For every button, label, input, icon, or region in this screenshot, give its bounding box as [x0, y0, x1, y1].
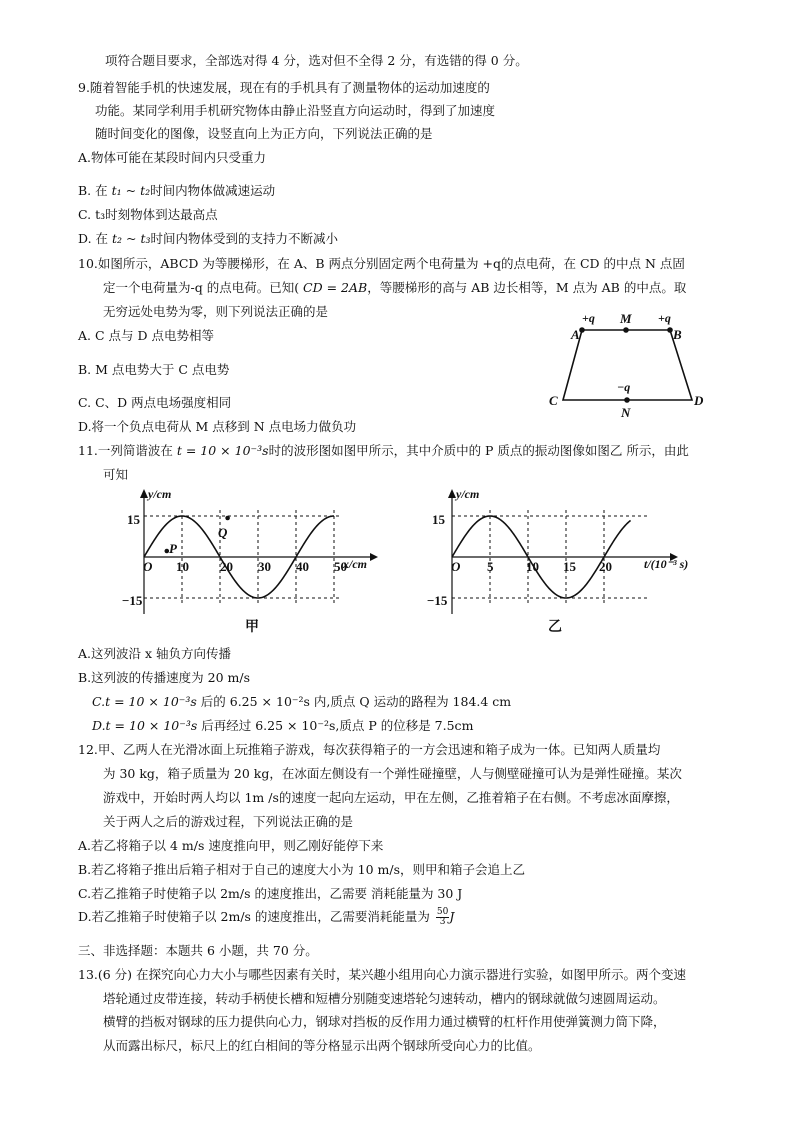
- q12-stem-line3: 游戏中，开始时两人均以 1m /s的速度一起向左运动，甲在左侧，乙推着箱子在右侧。不考虑冰面摩擦，: [103, 790, 679, 805]
- y-tick-minus-15: −15: [427, 593, 448, 608]
- q11-option-c: C.t = 10 × 10⁻³s 后的 6.25 × 10⁻²s 内,质点 Q 运动的路程为 184.4 cm: [92, 694, 512, 709]
- q12-option-d: D.若乙推箱子时使箱子以 2m/s 的速度推出，乙需要消耗能量为 $\frac{50}{3}$ J: [78, 907, 455, 927]
- q12-option-a: A.若乙将箱子以 4 m/s 速度推向甲，则乙刚好能停下来: [78, 838, 384, 853]
- label-m: M: [620, 311, 632, 326]
- q10-stem-line3: 无穷远处电势为零，则下列说法正确的是: [103, 304, 329, 319]
- label-d: D: [694, 393, 704, 408]
- y-tick-minus-15: −15: [122, 593, 143, 608]
- charge-n: [624, 397, 630, 403]
- x-tick-30: 30: [258, 559, 271, 574]
- point-m: [623, 327, 629, 333]
- label-a: A: [571, 327, 580, 342]
- graph-yi-caption: 乙: [548, 620, 562, 635]
- q9-stem-line1: 9.随着智能手机的快速发展，现在有的手机具有了测量物体的运动加速度的: [78, 80, 490, 95]
- q13-stem-line1: 13.(6 分) 在探究向心力大小与哪些因素有关时，某兴趣小组用向心力演示器进行实验，如图甲所示。两个变速: [78, 967, 687, 982]
- y-axis-label: y/cm: [456, 487, 480, 501]
- q9-stem-line2: 功能。某同学利用手机研究物体由静止沿竖直方向运动时，得到了加速度: [95, 103, 496, 118]
- x-axis-label: x/cm: [343, 557, 367, 571]
- label-plus-q-right: +q: [658, 311, 671, 325]
- q9-option-b: B. 在 t₁ ~ t₂时间内物体做减速运动: [78, 183, 276, 198]
- q13-stem-line4: 从而露出标尺，标尺上的红白相间的等分格显示出两个钢球所受向心力的比值。: [103, 1038, 541, 1053]
- q13-stem-line2: 塔轮通过皮带连接，转动手柄使长槽和短槽分别随变速塔轮匀速转动，槽内的钢球就做匀速圆周运动。: [103, 991, 666, 1006]
- q10-option-b: B. M 点电势大于 C 点电势: [78, 362, 230, 377]
- q10-option-d: D.将一个负点电荷从 M 点移到 N 点电场力做负功: [78, 419, 357, 434]
- y-tick-15: 15: [127, 512, 140, 527]
- x-tick-50: 50: [334, 559, 347, 574]
- origin-label: O: [143, 559, 153, 574]
- x-tick-15: 15: [563, 559, 576, 574]
- charge-b: [667, 327, 673, 333]
- label-minus-q: −q: [617, 380, 631, 394]
- trapezoid-figure: [540, 308, 720, 426]
- y-axis-arrow: [448, 489, 456, 498]
- x-tick-40: 40: [296, 559, 309, 574]
- fraction-50-3: $\frac{50}{3}$: [436, 907, 449, 927]
- label-plus-q-left: +q: [582, 311, 595, 325]
- q9-option-a: A.物体可能在某段时间内只受重力: [78, 150, 267, 165]
- q11-stem-line2: 可知: [103, 467, 129, 482]
- point-p-label: P: [169, 541, 177, 556]
- wave-graph-jia: [118, 484, 388, 636]
- x-axis-arrow: [370, 553, 378, 561]
- y-axis-label: y/cm: [148, 487, 172, 501]
- label-b: B: [673, 327, 682, 342]
- intro-line: 项符合题目要求，全部选对得 4 分，选对但不全得 2 分，有选错的得 0 分。: [105, 53, 528, 68]
- vibration-graph-yi: [426, 484, 716, 636]
- q12-stem-line4: 关于两人之后的游戏过程，下列说法正确的是: [103, 814, 354, 829]
- label-c: C: [549, 393, 558, 408]
- x-tick-20: 20: [599, 559, 612, 574]
- q10-stem-line2: 定一个电荷量为-q 的点电荷。已知( CD = 2AB，等腰梯形的高与 AB 边长相等，M 点为 AB 的中点。取: [103, 280, 687, 295]
- x-tick-20: 20: [220, 559, 233, 574]
- q11-option-a: A.这列波沿 x 轴负方向传播: [78, 646, 231, 661]
- x-tick-10: 10: [526, 559, 539, 574]
- q10-stem-line1: 10.如图所示，ABCD 为等腰梯形，在 A、B 两点分别固定两个电荷量为 +q的点电荷，在 CD 的中点 N 点固: [78, 256, 685, 271]
- x-tick-5: 5: [487, 559, 494, 574]
- charge-a: [579, 327, 585, 333]
- q11-stem-line1: 11.一列简谐波在 t = 10 × 10⁻³s时的波形图如图甲所示，其中介质中的 P 质点的振动图像如图乙 所示，由此: [78, 443, 689, 458]
- x-tick-10: 10: [176, 559, 189, 574]
- q12-option-c: C.若乙推箱子时使箱子以 2m/s 的速度推出，乙需要 消耗能量为 30 J: [78, 886, 463, 901]
- q9-option-c: C. t₃时刻物体到达最高点: [78, 207, 218, 222]
- q10-option-c: C. C、D 两点电场强度相同: [78, 395, 232, 410]
- q11-option-b: B.这列波的传播速度为 20 m/s: [78, 670, 250, 685]
- q9-option-d: D. 在 t₂ ~ t₃时间内物体受到的支持力不断减小: [78, 231, 339, 246]
- origin-label: O: [451, 559, 461, 574]
- point-q-marker: [225, 516, 230, 521]
- q10-option-a: A. C 点与 D 点电势相等: [78, 328, 214, 343]
- label-n: N: [621, 405, 631, 420]
- q9-stem-line3: 随时间变化的图像，设竖直向上为正方向，下列说法正确的是: [95, 126, 433, 141]
- y-axis-arrow: [140, 489, 148, 498]
- q13-stem-line3: 横臂的挡板对钢球的压力提供向心力，钢球对挡板的反作用力通过横臂的杠杆作用使弹簧测力筒下降，: [103, 1014, 666, 1029]
- q12-stem-line2: 为 30 kg，箱子质量为 20 kg，在冰面左侧设有一个弹性碰撞壁，人与侧壁碰撞可认为是弹性碰撞。某次: [103, 766, 682, 781]
- graph-jia-caption: 甲: [245, 620, 259, 635]
- x-axis-label: t/(10⁻³ s): [644, 557, 689, 571]
- q12-option-b: B.若乙将箱子推出后箱子相对于自己的速度大小为 10 m/s，则甲和箱子会追上乙: [78, 862, 525, 877]
- q12-stem-line1: 12.甲、乙两人在光滑冰面上玩推箱子游戏，每次获得箱子的一方会迅速和箱子成为一体。已知两人质量均: [78, 742, 661, 757]
- section-heading: 三、非选择题：本题共 6 小题，共 70 分。: [78, 943, 318, 958]
- q11-option-d: D.t = 10 × 10⁻³s 后再经过 6.25 × 10⁻²s,质点 P 的位移是 7.5cm: [92, 718, 474, 733]
- point-q-label: Q: [218, 525, 228, 540]
- y-tick-15: 15: [432, 512, 445, 527]
